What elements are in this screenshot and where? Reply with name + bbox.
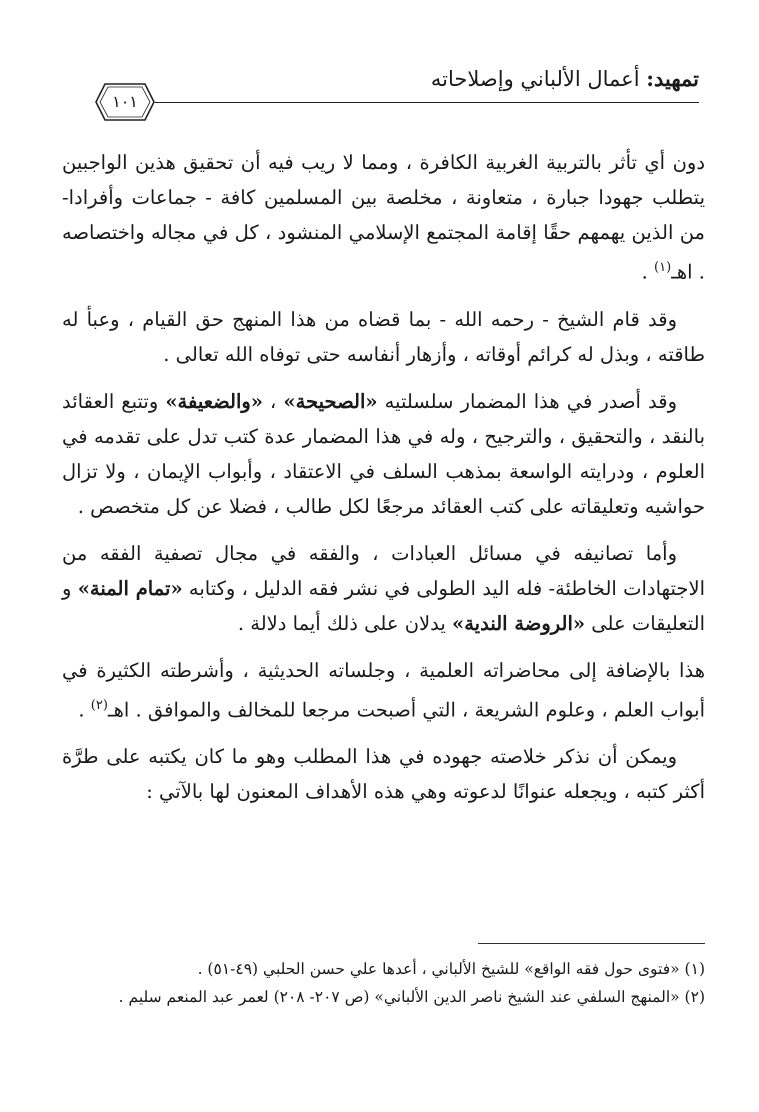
running-header xyxy=(95,60,699,130)
paragraph-3-mid: ، xyxy=(263,389,284,413)
footnotes xyxy=(62,955,705,1011)
paragraph-1-text: دون أي تأثر بالتربية الغربية الكافرة ، ومما لا ريب فيه أن تحقيق هذين الواجبين يتطلب جهودا جبارة ، متعاونة ، مخلصة بين المسلمين كافة - جماعات وأفرادا- من الذين يهمهم حقًا إقامة المجتمع الإسلامي المنشود ، كل في مجاله واختصاصه . اهـ xyxy=(62,151,705,284)
footnote-separator xyxy=(478,943,705,944)
book-title-tamam-al-minna: «تمام المنة» xyxy=(77,576,183,600)
paragraph-3-after: وتتبع العقائد بالنقد ، والتحقيق ، والترجيح ، وله في هذا المضمار عدة كتب تدل على تقدمه في العلوم ، ودرايته الواسعة بمذهب السلف في الاعتقاد ، وأبواب الإيمان ، ولا تزال حواشيه وتعليقاته على كتب العقائد مرجعًا لكل طالب ، فضلا عن كل متخصص . xyxy=(62,389,705,518)
paragraph-3 xyxy=(62,384,705,524)
paragraph-5 xyxy=(62,653,705,728)
paragraph-1-tail: . xyxy=(641,260,655,284)
book-title-daifa: «والضعيفة» xyxy=(165,389,263,413)
page-number: ١٠١ xyxy=(112,92,138,111)
paragraph-2-text: وقد قام الشيخ - رحمه الله - بما قضاه من هذا المنهج حق القيام ، وعبأ له طاقته ، وبذل له كرائم أوقاته ، وأزهار أنفاسه حتى توفاه الله تعالى . xyxy=(62,307,705,366)
footnote-1: (١) «فتوى حول فقه الواقع» للشيخ الألباني ، أعدها علي حسن الحلبي (٤٩-٥١) . xyxy=(197,960,705,978)
main-text xyxy=(62,145,705,821)
paragraph-2 xyxy=(62,302,705,372)
page-number-badge xyxy=(95,82,155,122)
paragraph-1 xyxy=(62,145,705,290)
paragraph-6-text: ويمكن أن نذكر خلاصته جهوده في هذا المطلب وهو ما كان يكتبه على طرَّة أكثر كتبه ، ويجعله عنوانًا لدعوته وهي هذه الأهداف المعنون لها بالآتي : xyxy=(62,745,705,803)
paragraph-4 xyxy=(62,536,705,641)
footnote-2: (٢) «المنهج السلفي عند الشيخ ناصر الدين الألباني» (ص ٢٠٧- ٢٠٨) لعمر عبد المنعم سليم . xyxy=(118,988,705,1006)
paragraph-4-after: يدلان على ذلك أيما دلالة . xyxy=(237,611,453,635)
footnote-ref-1: (١) xyxy=(654,260,672,275)
footnote-ref-2: (٢) xyxy=(90,697,108,713)
paragraph-4-before: وأما تصانيفه في مسائل العبادات ، والفقه في مجال تصفية الفقه من الاجتهادات الخاطئة- فله اليد الطولى في نشر فقه الدليل ، وكتابه xyxy=(62,541,705,600)
paragraph-5-text: هذا بالإضافة إلى محاضراته العلمية ، وجلساته الحديثية ، وأشرطته الكثيرة في أبواب العلم ، وعلوم الشريعة ، التي أصبحت مرجعا للمخالف والموافق . اهـ xyxy=(62,658,705,721)
book-title-rawda-nadiyya: «الروضة الندية» xyxy=(452,611,586,635)
paragraph-3-before: وقد أصدر في هذا المضمار سلسلتيه xyxy=(377,389,677,413)
paragraph-4-mid: و التعليقات على xyxy=(62,576,705,635)
header-title-lead: تمهيد: xyxy=(646,66,699,91)
book-title-sahiha: «الصحيحة» xyxy=(283,389,378,413)
header-rule xyxy=(155,102,699,103)
header-title-rest: أعمال الألباني وإصلاحاته xyxy=(430,67,647,91)
header-title xyxy=(431,66,699,91)
paragraph-6 xyxy=(62,739,705,809)
paragraph-5-tail: . xyxy=(78,698,91,721)
